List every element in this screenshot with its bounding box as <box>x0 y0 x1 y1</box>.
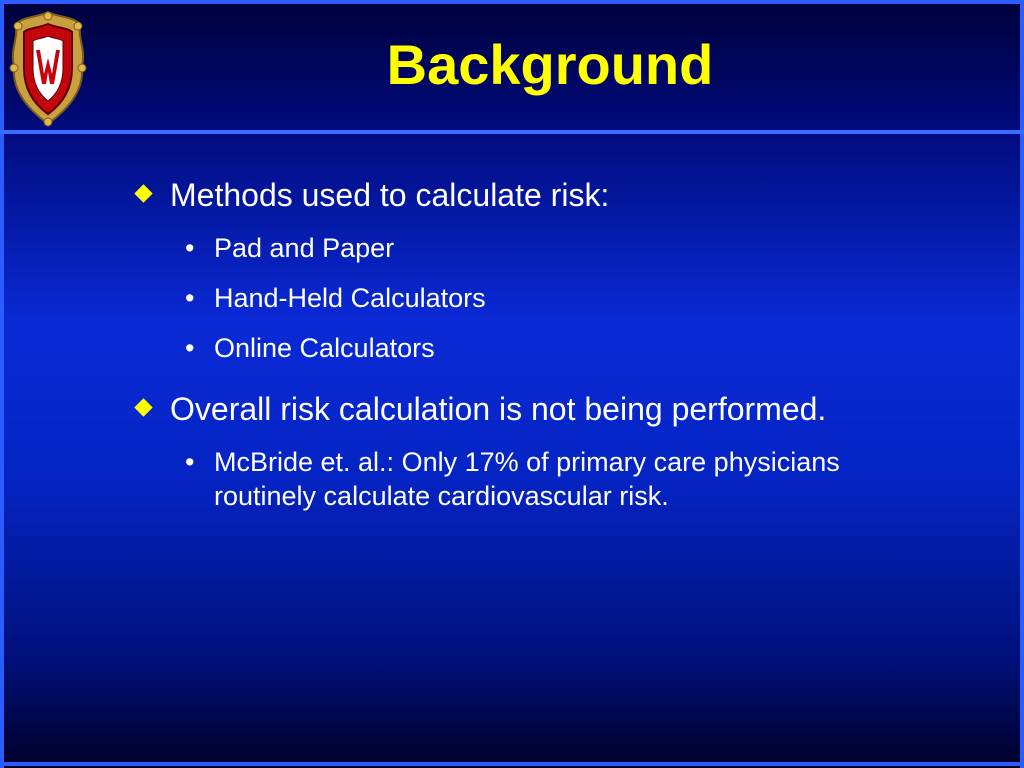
bullet-text: Overall risk calculation is not being performed. <box>170 391 827 427</box>
dot-bullet-icon: • <box>185 283 195 313</box>
header-divider <box>0 130 1024 134</box>
right-border <box>1020 0 1024 768</box>
diamond-bullet-icon <box>134 398 152 416</box>
left-border <box>0 0 4 768</box>
bullet-item <box>130 175 900 215</box>
diamond-bullet-icon <box>134 184 152 202</box>
sub-bullet-text: Hand-Held Calculators <box>214 283 486 313</box>
top-border <box>0 0 1024 4</box>
bullet-item <box>130 389 900 429</box>
dot-bullet-icon: • <box>185 447 195 477</box>
sub-bullet-item <box>130 231 900 265</box>
sub-bullet-item <box>130 331 900 365</box>
sub-bullet-item <box>130 281 900 315</box>
sub-bullet-text: McBride et. al.: Only 17% of primary care physicians routinely calculate cardiovascular risk. <box>214 447 840 511</box>
dot-bullet-icon: • <box>185 333 195 363</box>
bullet-text: Methods used to calculate risk: <box>170 177 610 213</box>
sub-bullet-item <box>130 445 900 513</box>
slide-body <box>130 175 900 513</box>
dot-bullet-icon: • <box>185 233 195 263</box>
bottom-border <box>0 762 1024 766</box>
sub-bullet-text: Online Calculators <box>214 333 435 363</box>
sub-bullet-text: Pad and Paper <box>214 233 395 263</box>
slide-title: Background <box>386 33 714 96</box>
